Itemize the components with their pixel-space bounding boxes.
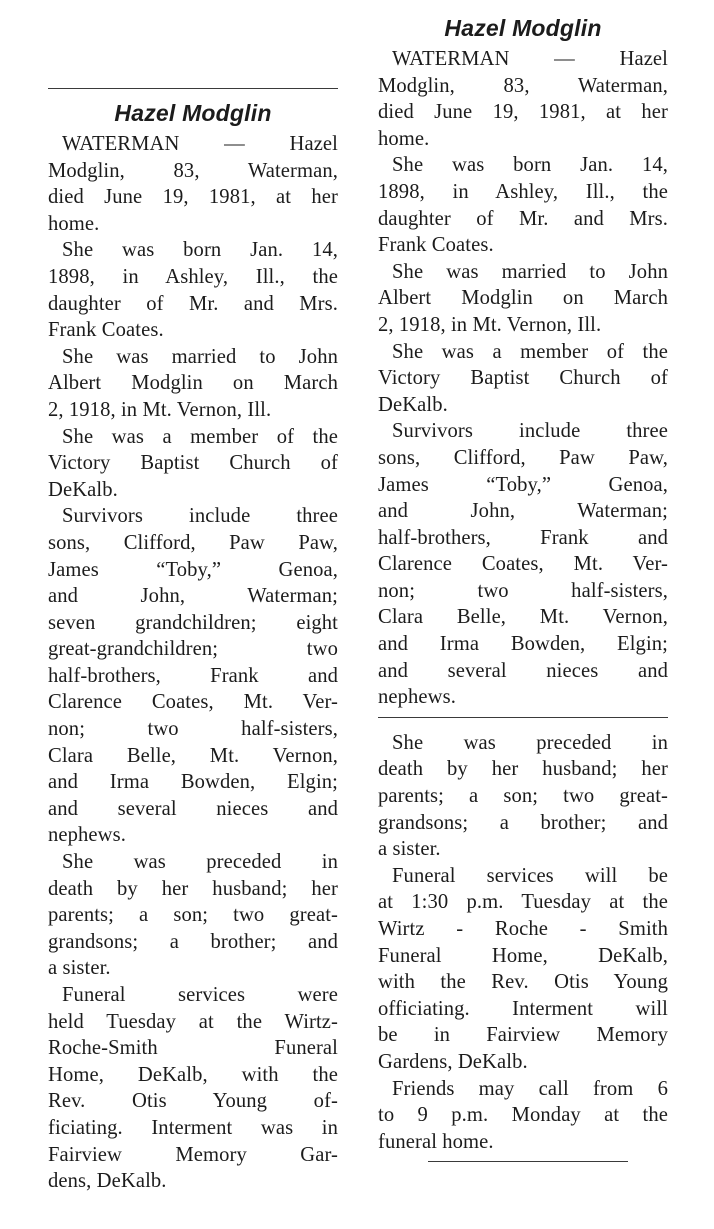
text-line: She was married to John xyxy=(62,345,338,368)
text-line: She was born Jan. 14, xyxy=(62,239,338,262)
text-line: and Irma Bowden, Elgin; xyxy=(48,771,338,794)
text-line: Friends may call from 6 xyxy=(392,1077,668,1100)
text-line: Clarence Coates, Mt. Ver- xyxy=(378,553,668,576)
text-line: Clara Belle, Mt. Vernon, xyxy=(48,744,338,767)
text-line: 2, 1918, in Mt. Vernon, Ill. xyxy=(48,398,272,421)
text-line: died June 19, 1981, at her xyxy=(378,101,668,124)
text-line: Rev. Otis Young of- xyxy=(48,1090,338,1113)
text-line: nephews. xyxy=(378,686,457,709)
text-line: parents; a son; two great- xyxy=(378,785,668,808)
text-line: officiating. Interment will xyxy=(378,997,668,1020)
text-line: nephews. xyxy=(48,824,127,847)
text-line: Funeral services were xyxy=(62,984,338,1006)
text-line: Victory Baptist Church of xyxy=(48,452,338,475)
text-line: and Irma Bowden, Elgin; xyxy=(378,633,668,656)
text-line: grandsons; a brother; and xyxy=(48,930,338,953)
text-line: WATERMAN — Hazel xyxy=(392,48,668,70)
text-line: Frank Coates. xyxy=(378,234,494,257)
obituary-body-continued xyxy=(378,730,668,1156)
text-line: and John, Waterman; xyxy=(378,500,668,523)
text-line: a sister. xyxy=(48,957,111,980)
text-line: Home, DeKalb, with the xyxy=(48,1063,338,1086)
text-line: sons, Clifford, Paw Paw, xyxy=(378,446,668,469)
text-line: Clara Belle, Mt. Vernon, xyxy=(378,606,668,629)
text-line: Albert Modglin on March xyxy=(378,287,668,310)
text-line: to 9 p.m. Monday at the xyxy=(378,1104,668,1127)
text-line: Funeral services will be xyxy=(392,864,668,887)
obituary-body xyxy=(378,46,668,711)
text-line: Clarence Coates, Mt. Ver- xyxy=(48,691,338,714)
text-line: Wirtz - Roche - Smith xyxy=(378,918,668,940)
text-line: held Tuesday at the Wirtz- xyxy=(48,1010,338,1033)
text-line: a sister. xyxy=(378,838,441,861)
headline: Hazel Modglin xyxy=(114,100,272,126)
text-line: death by her husband; her xyxy=(378,758,668,781)
text-line: DeKalb. xyxy=(48,478,118,501)
text-line: Frank Coates. xyxy=(48,319,164,342)
text-line: daughter of Mr. and Mrs. xyxy=(48,292,338,315)
text-line: She was born Jan. 14, xyxy=(392,154,668,177)
text-line: great-grandchildren; two xyxy=(48,638,338,661)
obituary-clipping-left xyxy=(48,88,338,1195)
text-line: home. xyxy=(378,127,430,150)
text-line: Gardens, DeKalb. xyxy=(378,1050,528,1073)
text-line: and several nieces and xyxy=(48,797,338,820)
text-line: Roche-Smith Funeral xyxy=(48,1037,338,1060)
text-line: and several nieces and xyxy=(378,659,668,682)
text-line: Victory Baptist Church of xyxy=(378,367,668,390)
text-line: non; two half-sisters, xyxy=(48,718,338,741)
text-line: WATERMAN — Hazel xyxy=(62,133,338,155)
text-line: be in Fairview Memory xyxy=(378,1024,668,1047)
text-line: Survivors include three xyxy=(62,505,338,528)
text-line: died June 19, 1981, at her xyxy=(48,186,338,209)
obituary-clipping-right xyxy=(378,12,668,1174)
headline: Hazel Modglin xyxy=(444,15,602,41)
text-line: and John, Waterman; xyxy=(48,585,338,608)
text-line: Modglin, 83, Waterman, xyxy=(378,74,668,97)
text-line: ficiating. Interment was in xyxy=(48,1116,338,1139)
text-line: home. xyxy=(48,212,100,235)
text-line: half-brothers, Frank and xyxy=(48,664,338,687)
text-line: Fairview Memory Gar- xyxy=(48,1143,338,1166)
text-line: daughter of Mr. and Mrs. xyxy=(378,207,668,230)
top-rule xyxy=(48,88,338,89)
obituary-body xyxy=(48,131,338,1195)
text-line: seven grandchildren; eight xyxy=(48,611,338,634)
text-line: She was preceded in xyxy=(62,851,338,874)
bottom-rule xyxy=(428,1161,628,1162)
text-line: She was preceded in xyxy=(392,731,668,754)
text-line: grandsons; a brother; and xyxy=(378,811,668,834)
text-line: at 1:30 p.m. Tuesday at the xyxy=(378,891,668,914)
text-line: She was a member of the xyxy=(62,425,338,448)
text-line: James “Toby,” Genoa, xyxy=(48,558,338,581)
text-line: death by her husband; her xyxy=(48,877,338,900)
text-line: James “Toby,” Genoa, xyxy=(378,473,668,496)
text-line: Albert Modglin on March xyxy=(48,372,338,395)
text-line: dens, DeKalb. xyxy=(48,1170,167,1193)
text-line: Funeral Home, DeKalb, xyxy=(378,944,668,967)
text-line: DeKalb. xyxy=(378,393,448,416)
text-line: sons, Clifford, Paw Paw, xyxy=(48,531,338,554)
section-divider-rule xyxy=(378,717,668,718)
text-line: non; two half-sisters, xyxy=(378,579,668,602)
text-line: 1898, in Ashley, Ill., the xyxy=(378,180,668,203)
text-line: Survivors include three xyxy=(392,420,668,443)
text-line: parents; a son; two great- xyxy=(48,904,338,927)
text-line: She was married to John xyxy=(392,260,668,283)
text-line: 2, 1918, in Mt. Vernon, Ill. xyxy=(378,313,602,336)
text-line: She was a member of the xyxy=(392,340,668,363)
text-line: half-brothers, Frank and xyxy=(378,526,668,549)
text-line: with the Rev. Otis Young xyxy=(378,971,668,994)
text-line: 1898, in Ashley, Ill., the xyxy=(48,265,338,288)
text-line: Modglin, 83, Waterman, xyxy=(48,159,338,182)
text-line: funeral home. xyxy=(378,1130,494,1153)
